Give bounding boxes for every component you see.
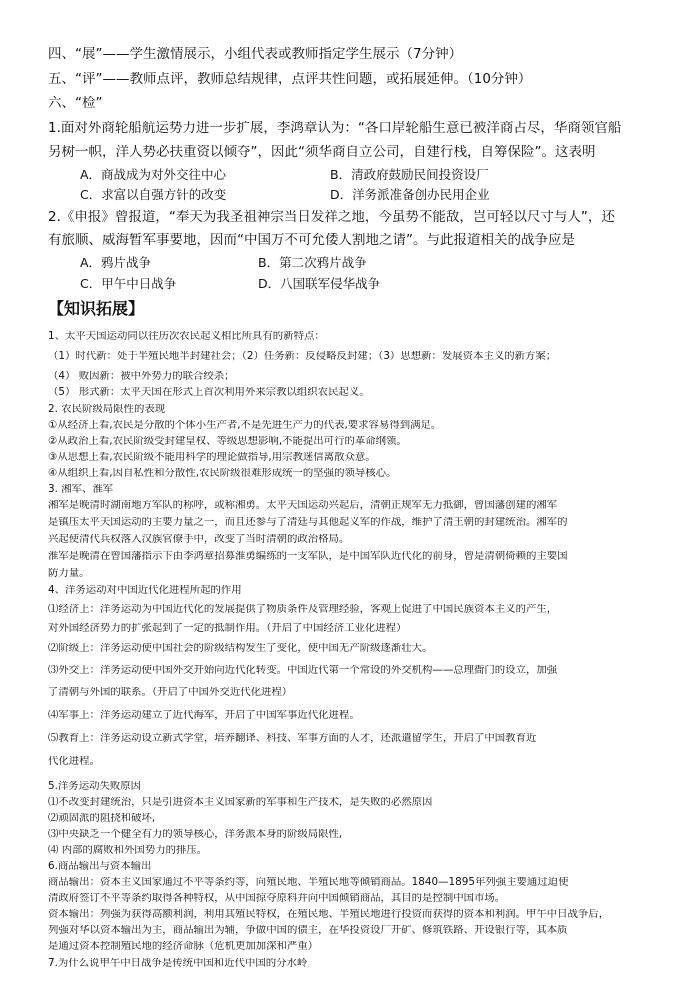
knowledge-line: 6.商品输出与资本输出	[48, 861, 152, 872]
knowledge-line: ⑴经济上：洋务运动为中国近代化的发展提供了物质条件及管理经验，客观上促进了中国民族资本主义的产生，	[48, 604, 558, 615]
knowledge-line: ⑴不改变封建统治，只是引进资本主义国家新的军事和生产技术，是失败的必然原因	[48, 797, 433, 808]
knowledge-line: 对外国经济势力的扩张起到了一定的抵制作用。（开启了中国经济工业化进程）	[48, 623, 407, 634]
knowledge-line: 1、太平天国运动同以往历次农民起义相比所具有的新特点：	[48, 331, 325, 342]
knowledge-line: 是镇压太平天国运动的主要力量之一，而且还参与了清廷与其他起义军的作战，维护了清王朝的封建统治。湘军的	[48, 517, 568, 528]
question-1-option-c: C．求富以自强方针的改变	[80, 188, 227, 202]
knowledge-line: ⑶中央缺乏一个健全有力的领导核心，洋务派本身的阶级局限性,	[48, 829, 343, 840]
knowledge-line: ⑵阶级上：洋务运动使中国社会的阶级结构发生了变化，使中国无产阶级逐渐壮大。	[48, 643, 433, 654]
knowledge-line: 防力量。	[48, 568, 90, 579]
step-check-line: 六、“检”	[48, 96, 103, 111]
question-1-stem-line-1: 1.面对外商轮船航运势力进一步扩展，李鸿章认为：“各口岸轮船生意已被洋商占尽，华商领官船	[48, 121, 622, 136]
knowledge-line: 商品输出：资本主义国家通过不平等条约等，向殖民地、半殖民地等倾销商品。1840—1895年列强主要通过迫使	[48, 877, 569, 888]
knowledge-line: 4、洋务运动对中国近代化进程所起的作用	[48, 585, 242, 596]
knowledge-line: 兴起使清代兵权落入汉族官僚手中，改变了当时清朝的政治格局。	[48, 534, 350, 545]
question-1-option-a: A．商战成为对外交往中心	[80, 168, 227, 182]
knowledge-line: ⑷ 内部的腐败和外国势力的排压。	[48, 845, 208, 856]
knowledge-line: ②从政治上看,农民阶级受封建皇权、等级思想影响,不能提出可行的革命纲领。	[48, 436, 407, 447]
knowledge-line: ①从经济上看,农民是分散的个体小生产者,不是先进生产力的代表,要求容易得到满足。	[48, 420, 442, 431]
knowledge-line: ⑷军事上：洋务运动建立了近代海军，开启了中国军事近代化进程。	[48, 710, 360, 721]
knowledge-line: 清政府签订不平等条约取得各种特权，从中国掠夺原料并向中国倾销商品，其目的是控制中国市场。	[48, 893, 506, 904]
knowledge-line: （5） 形式新：太平天国在形式上首次利用外来宗教以组织农民起义。	[48, 387, 370, 398]
knowledge-line: 3. 湘军、淮军	[48, 484, 114, 495]
knowledge-line: ⑸教育上：洋务运动设立新式学堂，培养翻译、科技、军事方面的人才，还派遣留学生，开启了中国教育近	[48, 733, 537, 744]
knowledge-line: 列强对华以资本输出为主，商品输出为辅，争做中国的债主，在华投资设厂开矿、修筑铁路、开设银行等，其本质	[48, 925, 568, 936]
question-2-stem-line-1: 2.《申报》曾报道，“奉天为我圣祖神宗当日发祥之地，今虽势不能敌，岂可轻以尺寸与人”，还	[48, 210, 615, 225]
question-1-option-d: D．洋务派准备创办民用企业	[330, 188, 490, 202]
question-2-option-c: C．甲午中日战争	[80, 277, 177, 291]
knowledge-line: 湘军是晚清时湖南地方军队的称呼，或称湘勇。太平天国运动兴起后，清朝正规军无力抵御，曾国藩创建的湘军	[48, 500, 558, 511]
knowledge-line: 5.洋务运动失败原因	[48, 781, 142, 792]
knowledge-line: ④从组织上看,因自私性和分散性,农民阶级很难形成统一的坚强的领导核心。	[48, 468, 397, 479]
knowledge-line: 是通过资本控制殖民地的经济命脉（危机更加加深和严重）	[48, 941, 319, 952]
step-comment-line: 五、“评”——教师点评，教师总结规律，点评共性问题，或拓展延伸。（10分钟）	[48, 72, 532, 87]
knowledge-line: （4） 败因新：被中外势力的联合绞杀；	[48, 371, 235, 382]
knowledge-line: ⑶外交上：洋务运动使中国外交开始向近代化转变。中国近代第一个常设的外交机构——总理衙门的设立，加强	[48, 665, 558, 676]
step-show-line: 四、“展”——学生激情展示，小组代表或教师指定学生展示（7分钟）	[48, 47, 463, 62]
question-2-option-d: D．八国联军侵华战争	[258, 277, 381, 291]
question-1-option-b: B．清政府鼓励民间投资设厂	[330, 168, 489, 182]
knowledge-line: 2. 农民阶级局限性的表现	[48, 404, 166, 415]
knowledge-line: （1）时代新：处于半殖民地半封建社会；（2）任务新：反侵略反封建；（3）思想新：发展资本主义的新方案；	[48, 351, 557, 362]
knowledge-line: 了清朝与外国的联系。（开启了中国外交近代化进程）	[48, 687, 293, 698]
knowledge-line: 资本输出：列强为获得高额利润，利用其殖民特权，在殖民地、半殖民地进行投资而获得的资本和利润。甲午中日战争后，	[48, 909, 610, 920]
knowledge-line: 淮军是晚清在曾国藩指示下由李鸿章招募淮勇编练的一支军队，是中国军队近代化的前身，曾是清朝倚赖的主要国	[48, 551, 568, 562]
knowledge-heading: 【知识拓展】	[48, 300, 145, 318]
knowledge-line: 7.为什么说甲午中日战争是传统中国和近代中国的分水岭	[48, 958, 308, 969]
knowledge-line: ③从思想上看,农民阶级不能用科学的理论做指导,用宗教迷信离散众意。	[48, 452, 376, 463]
knowledge-line: ⑵顽固派的阻挠和破坏,	[48, 813, 156, 824]
question-2-option-b: B．第二次鸦片战争	[258, 256, 367, 270]
question-2-stem-line-2: 有旅顺、威海暂军事要地，因而“中国万不可允倭人割地之请”。与此报道相关的战争应是	[48, 233, 575, 248]
question-2-option-a: A．鸦片战争	[80, 256, 152, 270]
question-1-stem-line-2: 另树一帜，洋人势必扶重资以倾夺”，因此“须华商自立公司，自建行栈，自筹保险”。这表明	[48, 145, 596, 160]
knowledge-line: 代化进程。	[48, 756, 100, 767]
